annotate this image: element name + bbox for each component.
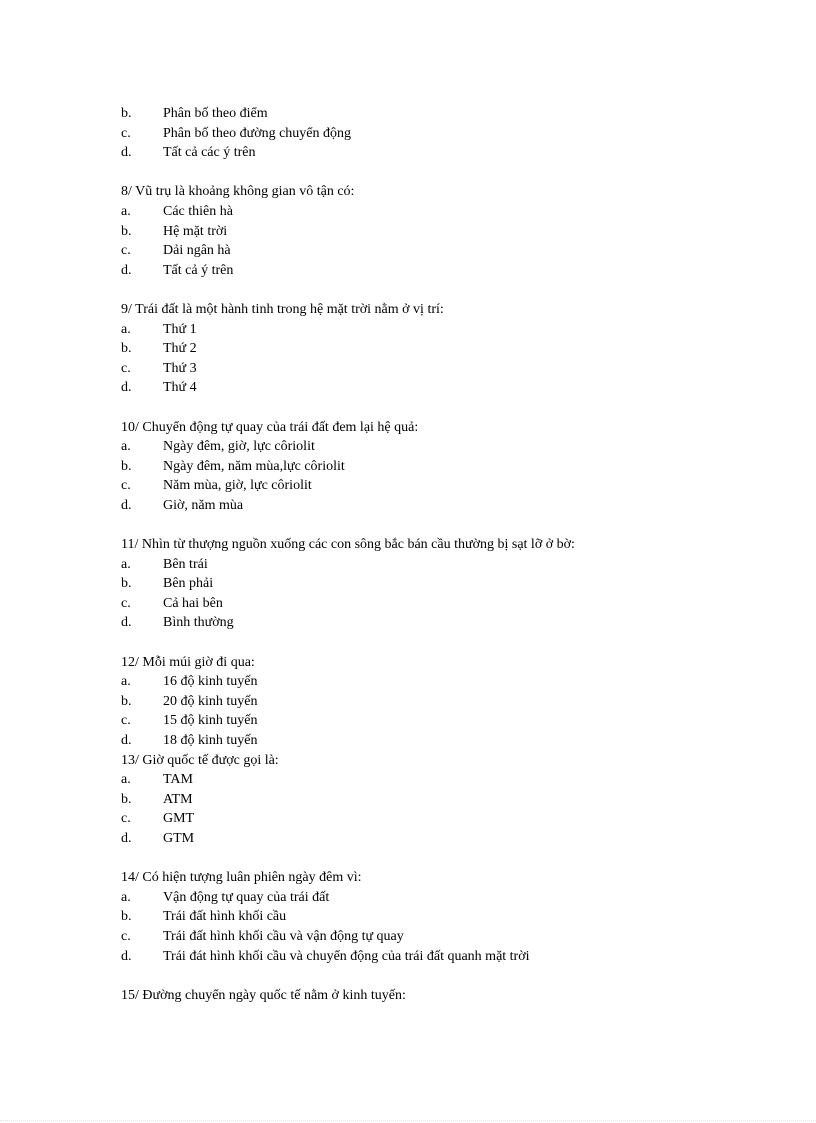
option-letter: c. <box>121 811 131 827</box>
option-letter: b. <box>121 791 132 807</box>
option-row <box>121 339 761 359</box>
option-row <box>121 790 761 810</box>
option-row <box>121 222 761 242</box>
spacer <box>121 515 761 535</box>
option-row <box>121 378 761 398</box>
option-text: GMT <box>163 811 195 827</box>
spacer <box>121 280 761 300</box>
option-text: Thứ 4 <box>163 380 197 396</box>
option-row <box>121 888 761 908</box>
option-letter: a. <box>121 203 131 219</box>
option-letter: b. <box>121 576 132 592</box>
option-row <box>121 809 761 829</box>
option-row <box>121 124 761 144</box>
question-11 <box>121 535 761 633</box>
spacer <box>121 633 761 653</box>
option-text: Bình thường <box>163 615 234 631</box>
option-text: Bên phải <box>163 576 214 592</box>
option-letter: d. <box>121 830 132 846</box>
question-12 <box>121 653 761 751</box>
option-text: Ngày đêm, giờ, lực côriolit <box>163 439 315 455</box>
option-text: Vận động tự quay của trái đất <box>163 889 330 905</box>
question-text: 15/ Đường chuyển ngày quốc tế nằm ở kinh tuyến: <box>121 987 406 1003</box>
option-row <box>121 594 761 614</box>
option-text: Giờ, năm mùa <box>163 497 244 513</box>
option-row <box>121 104 761 124</box>
option-letter: c. <box>121 595 131 611</box>
spacer <box>121 849 761 869</box>
option-text: Ngày đêm, năm mùa,lực côriolit <box>163 458 345 474</box>
question-15 <box>121 986 761 1006</box>
option-text: Hệ mặt trời <box>163 223 228 239</box>
option-letter: a. <box>121 556 131 572</box>
option-row <box>121 202 761 222</box>
option-row <box>121 927 761 947</box>
option-text: Thứ 1 <box>163 321 197 337</box>
option-text: Phân bố theo điểm <box>163 106 268 121</box>
option-text: 18 độ kinh tuyến <box>163 733 258 748</box>
question-9 <box>121 300 761 398</box>
option-letter: c. <box>121 243 131 259</box>
option-letter: d. <box>121 615 132 631</box>
option-row <box>121 143 761 163</box>
option-row <box>121 613 761 633</box>
option-text: Thứ 3 <box>163 360 197 376</box>
option-row <box>121 359 761 379</box>
option-row <box>121 241 761 261</box>
question-text: 10/ Chuyển động tự quay của trái đất đem lại hệ quả: <box>121 419 419 435</box>
option-letter: d. <box>121 380 132 396</box>
option-text: 20 độ kinh tuyến <box>163 693 258 709</box>
option-text: TAM <box>163 772 193 788</box>
option-letter: a. <box>121 439 131 455</box>
option-text: Tất cả ý trên <box>163 262 234 278</box>
option-text: Phân bố theo đường chuyển động <box>163 125 352 141</box>
question-10 <box>121 418 761 516</box>
option-letter: a. <box>121 674 131 690</box>
option-text: Cả hai bên <box>163 595 223 611</box>
option-letter: c. <box>121 360 131 376</box>
option-letter: d. <box>121 497 132 513</box>
option-row <box>121 711 761 731</box>
option-letter: b. <box>121 693 132 709</box>
option-letter: b. <box>121 106 132 121</box>
option-letter: d. <box>121 145 132 161</box>
question-text: 8/ Vũ trụ là khoảng không gian vô tận có: <box>121 184 355 200</box>
option-text: Các thiên hà <box>163 203 233 219</box>
document-content <box>121 104 761 1005</box>
option-text: Dải ngân hà <box>163 243 231 259</box>
question-14 <box>121 868 761 966</box>
question-8 <box>121 182 761 280</box>
option-text: Trái đất hình khối cầu <box>163 909 287 925</box>
option-text: 16 độ kinh tuyến <box>163 674 258 690</box>
option-letter: b. <box>121 341 132 357</box>
option-letter: c. <box>121 928 131 944</box>
option-letter: d. <box>121 733 132 748</box>
option-letter: b. <box>121 458 132 474</box>
option-row <box>121 692 761 712</box>
option-row <box>121 947 761 967</box>
question-text: 9/ Trái đất là một hành tinh trong hệ mặt trời nằm ở vị trí: <box>121 301 444 317</box>
option-text: Tất cả các ý trên <box>163 145 256 161</box>
option-text: GTM <box>163 830 195 846</box>
question-text: 13/ Giờ quốc tế được gọi là: <box>121 752 279 768</box>
option-letter: d. <box>121 948 132 964</box>
option-letter: c. <box>121 125 131 141</box>
spacer <box>121 398 761 418</box>
option-letter: b. <box>121 223 132 239</box>
page-bottom-edge <box>0 1120 816 1121</box>
option-row <box>121 574 761 594</box>
option-row <box>121 476 761 496</box>
lead-options <box>121 104 761 163</box>
question-text: 12/ Mỗi múi giờ đi qua: <box>121 654 255 670</box>
question-13 <box>121 751 761 849</box>
option-letter: c. <box>121 713 131 729</box>
option-text: Thứ 2 <box>163 341 197 357</box>
option-text: Trái đất hình khối cầu và vận động tự quay <box>163 928 404 944</box>
question-text: 11/ Nhìn từ thượng nguồn xuống các con sông bắc bán cầu thường bị sạt lỡ ở bờ: <box>121 537 575 553</box>
option-row <box>121 731 761 751</box>
option-text: 15 độ kinh tuyến <box>163 713 258 729</box>
option-letter: d. <box>121 262 132 278</box>
option-letter: a. <box>121 889 131 905</box>
option-row <box>121 770 761 790</box>
option-row <box>121 496 761 516</box>
option-row <box>121 261 761 281</box>
option-text: ATM <box>163 791 193 807</box>
spacer <box>121 966 761 986</box>
option-row <box>121 457 761 477</box>
option-letter: c. <box>121 478 131 494</box>
option-row <box>121 672 761 692</box>
option-letter: b. <box>121 909 132 925</box>
question-text: 14/ Có hiện tượng luân phiên ngày đêm vì: <box>121 870 362 886</box>
option-row <box>121 907 761 927</box>
option-letter: a. <box>121 321 131 337</box>
option-row <box>121 437 761 457</box>
option-text: Năm mùa, giờ, lực côriolit <box>163 478 312 494</box>
option-text: Bên trái <box>163 556 208 572</box>
option-row <box>121 320 761 340</box>
option-row <box>121 555 761 575</box>
option-text: Trái đát hình khối cầu và chuyển động của trái đất quanh mặt trời <box>163 948 530 964</box>
option-row <box>121 829 761 849</box>
option-letter: a. <box>121 772 131 788</box>
spacer <box>121 163 761 183</box>
